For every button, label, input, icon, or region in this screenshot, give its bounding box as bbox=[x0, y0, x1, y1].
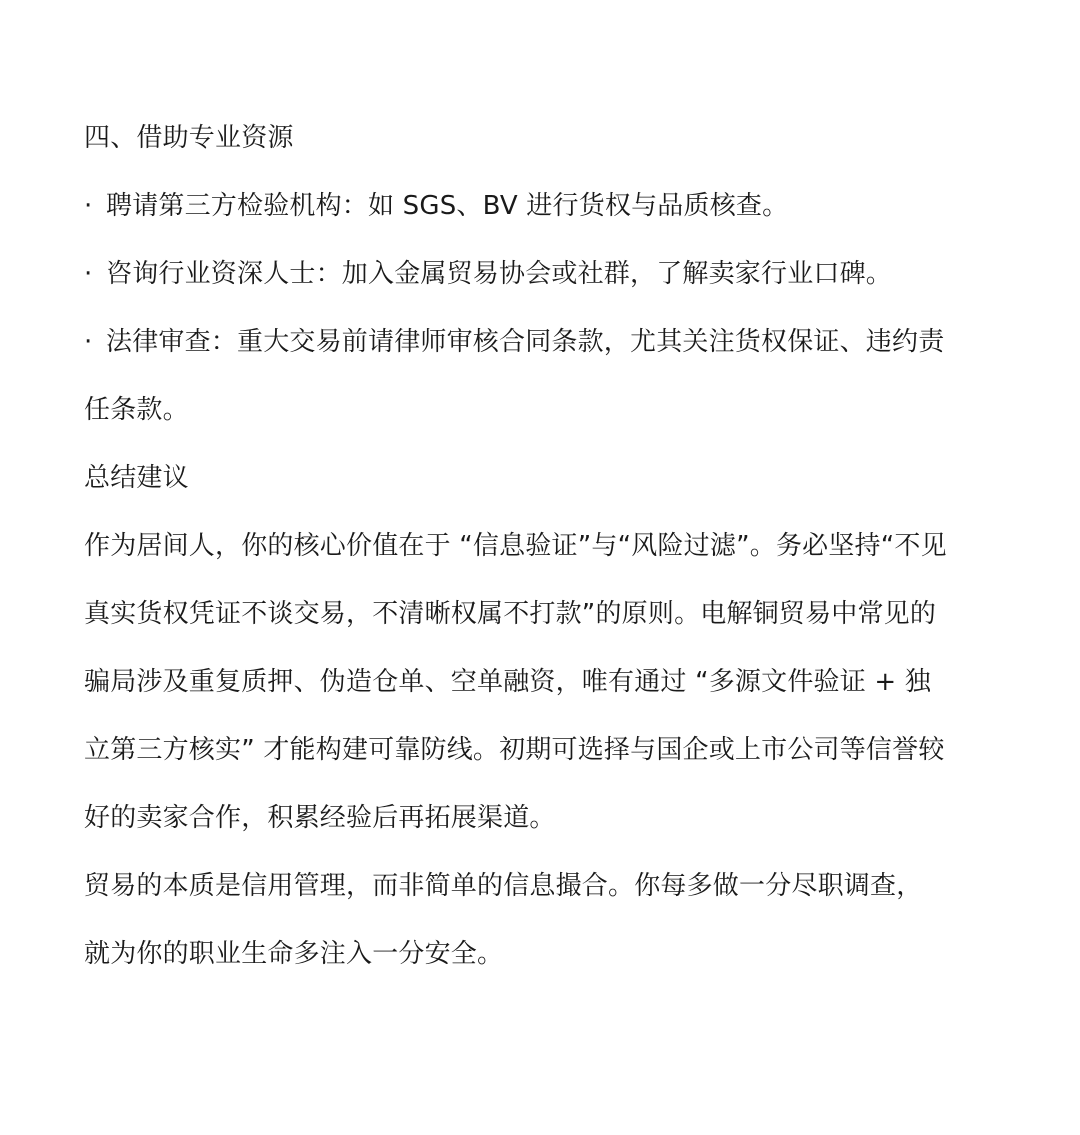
closing-line: 就为你的职业生命多注入一分安全。 bbox=[84, 939, 504, 969]
summary-heading: 总结建议 bbox=[84, 463, 189, 493]
summary-line: 立第三方核实” 才能构建可靠防线。初期可选择与国企或上市公司等信誉较 bbox=[84, 735, 945, 765]
summary-line: 骗局涉及重复质押、伪造仓单、空单融资，唯有通过 “多源文件验证 + 独 bbox=[84, 667, 932, 697]
bullet-text: 聘请第三方检验机构：如 SGS、BV 进行货权与品质核查。 bbox=[106, 191, 789, 221]
summary-line: 真实货权凭证不谈交易，不清晰权属不打款”的原则。电解铜贸易中常见的 bbox=[84, 599, 937, 629]
bullet-marker: · bbox=[84, 259, 93, 289]
section-heading: 四、借助专业资源 bbox=[84, 123, 294, 153]
bullet-item bbox=[84, 256, 989, 292]
bullet-item bbox=[84, 324, 989, 360]
summary-line: 作为居间人，你的核心价值在于 “信息验证”与“风险过滤”。务必坚持“不见 bbox=[84, 531, 947, 561]
bullet-marker: · bbox=[84, 191, 93, 221]
bullet-text: 法律审查：重大交易前请律师审核合同条款，尤其关注货权保证、违约责 bbox=[106, 327, 945, 357]
bullet-text: 咨询行业资深人士：加入金属贸易协会或社群，了解卖家行业口碑。 bbox=[106, 259, 893, 289]
bullet-item bbox=[84, 188, 989, 224]
bullet-continuation: 任条款。 bbox=[84, 395, 189, 425]
bullet-marker: · bbox=[84, 327, 93, 357]
summary-line: 好的卖家合作，积累经验后再拓展渠道。 bbox=[84, 803, 556, 833]
closing-line: 贸易的本质是信用管理，而非简单的信息撮合。你每多做一分尽职调查， bbox=[84, 871, 923, 901]
